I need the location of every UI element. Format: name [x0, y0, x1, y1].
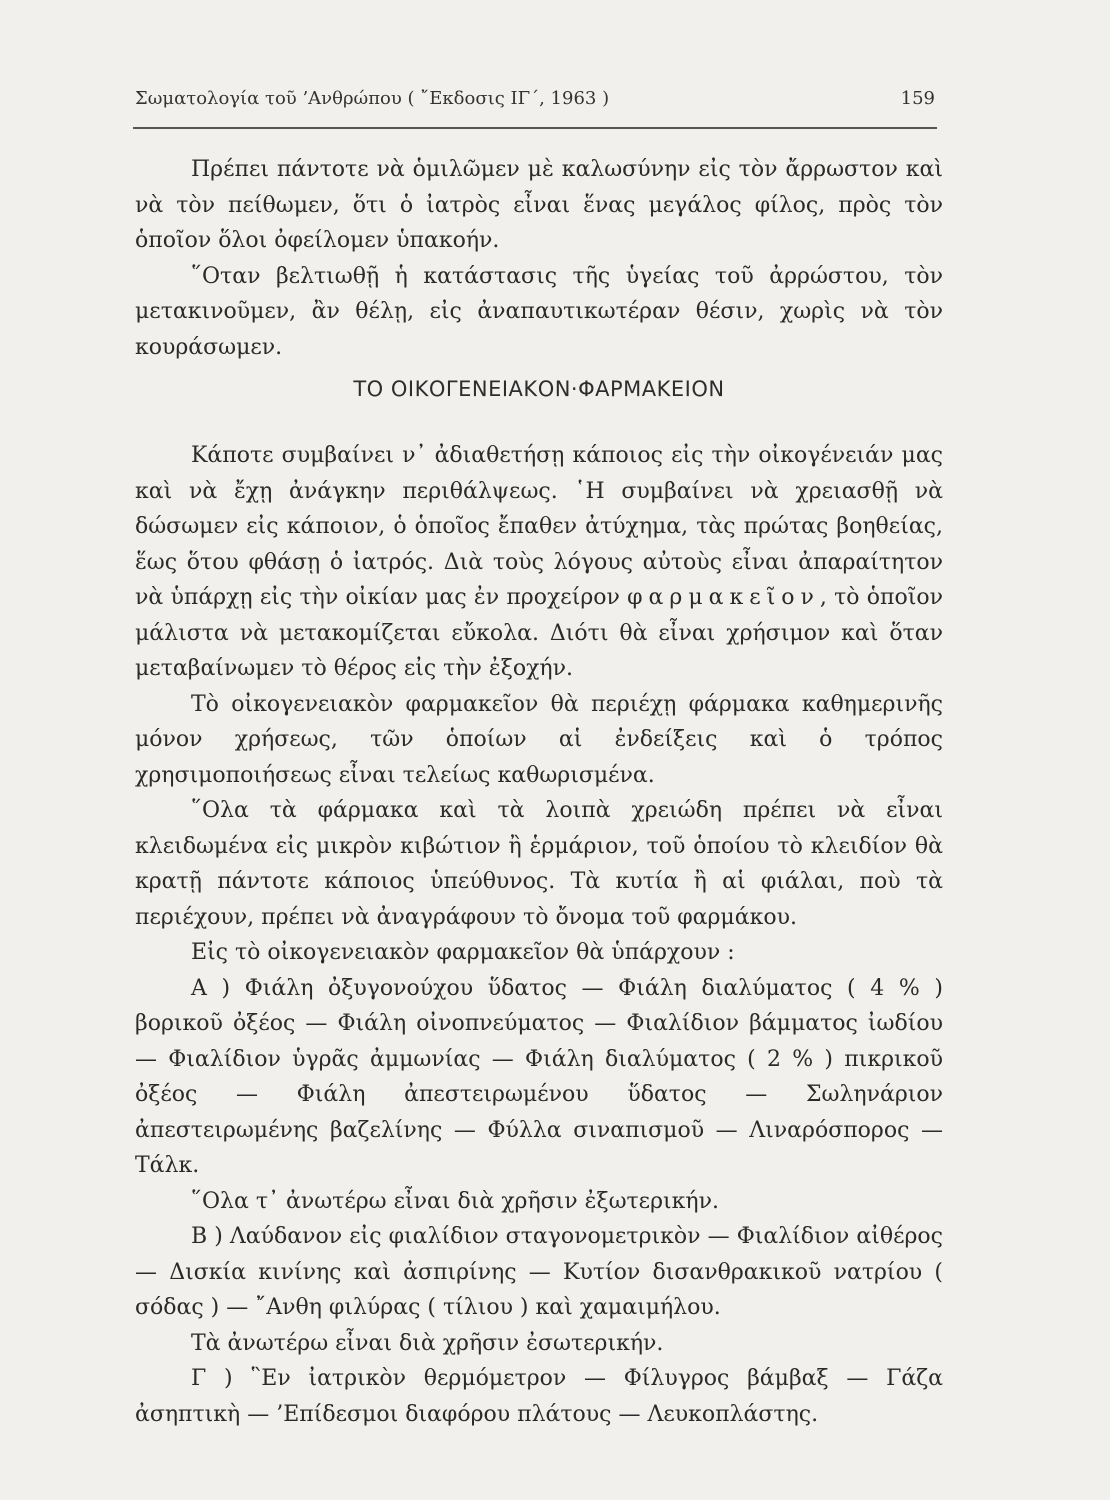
section-paragraph-3: ῞Ολα τὰ φάρμακα καὶ τὰ λοιπὰ χρειώδη πρέπει νὰ εἶναι κλειδωμένα εἰς μικρὸν κιβώτιον ἢ ἑρμάριον, τοῦ ὁποίου τὸ κλειδίον θὰ κρατῇ πάντοτε κάποιος ὑπεύθυνος. Τὰ κυτία ἢ αἱ φιάλαι, ποὺ τὰ περιέχουν, πρέπει νὰ ἀναγράφουν τὸ ὄνομα τοῦ φαρμάκου. — [135, 798, 943, 930]
list-c-paragraph: Γ ) ῝Εν ἰατρικὸν θερμόμετρον — Φίλυγρος βάμβαξ — Γάζα ἀσηπτικὴ — ’Επίδεσμοι διαφόρου πλάτους — Λευκοπλάστης. — [135, 1366, 943, 1427]
intro-text — [135, 152, 943, 365]
page-number: 159 — [900, 88, 935, 109]
header-title: Σωματολογία τοῦ ’Ανθρώπου ( ῎Εκδοσις ΙΓ΄, 1963 ) — [135, 88, 610, 109]
list-b-paragraph: Β ) Λαύδανον εἰς φιαλίδιον σταγονομετρικὸν — Φιαλίδιον αἰθέρος — Δισκία κινίνης καὶ ἀσπιρίνης — Κυτίον δισανθρακικοῦ νατρίου ( σόδας ) — ῎Ανθη φιλύρας ( τίλιου ) καὶ χαμαιμήλου. — [135, 1224, 943, 1320]
section-text — [135, 438, 943, 1432]
emphasized-word: φαρμακεῖον — [627, 585, 820, 610]
list-a-paragraph: Α ) Φιάλη ὀξυγονούχου ὕδατος — Φιάλη διαλύματος ( 4 % ) βορικοῦ ὀξέος — Φιάλη οἰνοπνεύματος — Φιαλίδιον βάμματος ἰωδίου — Φιαλίδιον ὑγρᾶς ἀμμωνίας — Φιάλη διαλύματος ( 2 % ) πικρικοῦ ὀξέος — Φιάλη ἀπεστειρωμένου ὕδατος — Σωληνάριον ἀπεστειρωμένης βαζελίνης — Φύλλα σιναπισμοῦ — Λιναρόσπορος — Τάλκ. — [135, 975, 943, 1178]
paragraph-1-end: , τὸ ὁποῖον μάλιστα νὰ μετακομίζεται εὔκολα. Διότι θὰ εἶναι χρήσιμον καὶ ὅταν μεταβαίνωμεν τὸ θέρος εἰς τὴν ἐξοχήν. — [135, 585, 943, 681]
section-heading: ΤΟ ΟΙΚΟΓΕΝΕΙΑΚΟΝ·ΦΑΡΜΑΚΕΙΟΝ — [353, 377, 725, 401]
section-paragraph-4: Εἰς τὸ οἰκογενειακὸν φαρμακεῖον θὰ ὑπάρχουν : — [191, 940, 735, 965]
list-b-note: Τὰ ἀνωτέρω εἶναι διὰ χρῆσιν ἐσωτερικήν. — [191, 1330, 664, 1356]
section-paragraph-1 — [135, 438, 943, 687]
running-header — [135, 88, 935, 118]
list-a-note: ῞Ολα τ᾽ ἀνωτέρω εἶναι διὰ χρῆσιν ἐξωτερικήν. — [191, 1188, 719, 1214]
header-rule — [133, 127, 937, 129]
intro-paragraph-2: ῞Οταν βελτιωθῇ ἡ κατάστασις τῆς ὑγείας τοῦ ἀρρώστου, τὸν μετακινοῦμεν, ἂν θέλῃ, εἰς ἀναπαυτικωτέραν θέσιν, χωρὶς νὰ τὸν κουράσωμεν. — [135, 263, 943, 360]
paragraph-1-start: Κάποτε συμβαίνει ν᾽ ἀδιαθετήσῃ κάποιος εἰς τὴν οἰκογένειάν μας καὶ νὰ ἔχῃ ἀνάγκην περιθάλψεως. ῾Η συμβαίνει νὰ χρειασθῇ νὰ δώσωμεν εἰς κάποιον, ὁ ὁποῖος ἔπαθεν ἀτύχημα, τὰς πρώτας βοηθείας, ἕως ὅτου φθάσῃ ὁ ἰατρός. Διὰ τοὺς λόγους αὐτοὺς εἶναι ἀπαραίτητον νὰ ὑπάρχῃ εἰς τὴν οἰκίαν μας ἐν προχείρον — [135, 443, 943, 610]
section-paragraph-2: Τὸ οἰκογενειακὸν φαρμακεῖον θὰ περιέχῃ φάρμακα καθημερινῆς μόνον χρήσεως, τῶν ὁποίων αἱ ἐνδείξεις καὶ ὁ τρόπος χρησιμοποιήσεως εἶναι τελείως καθωρισμένα. — [135, 691, 943, 788]
intro-paragraph-1: Πρέπει πάντοτε νὰ ὁμιλῶμεν μὲ καλωσύνην εἰς τὸν ἄρρωστον καὶ νὰ τὸν πείθωμεν, ὅτι ὁ ἰατρὸς εἶναι ἕνας μεγάλος φίλος, πρὸς τὸν ὁποῖον ὅλοι ὀφείλομεν ὑπακοήν. — [135, 157, 943, 253]
